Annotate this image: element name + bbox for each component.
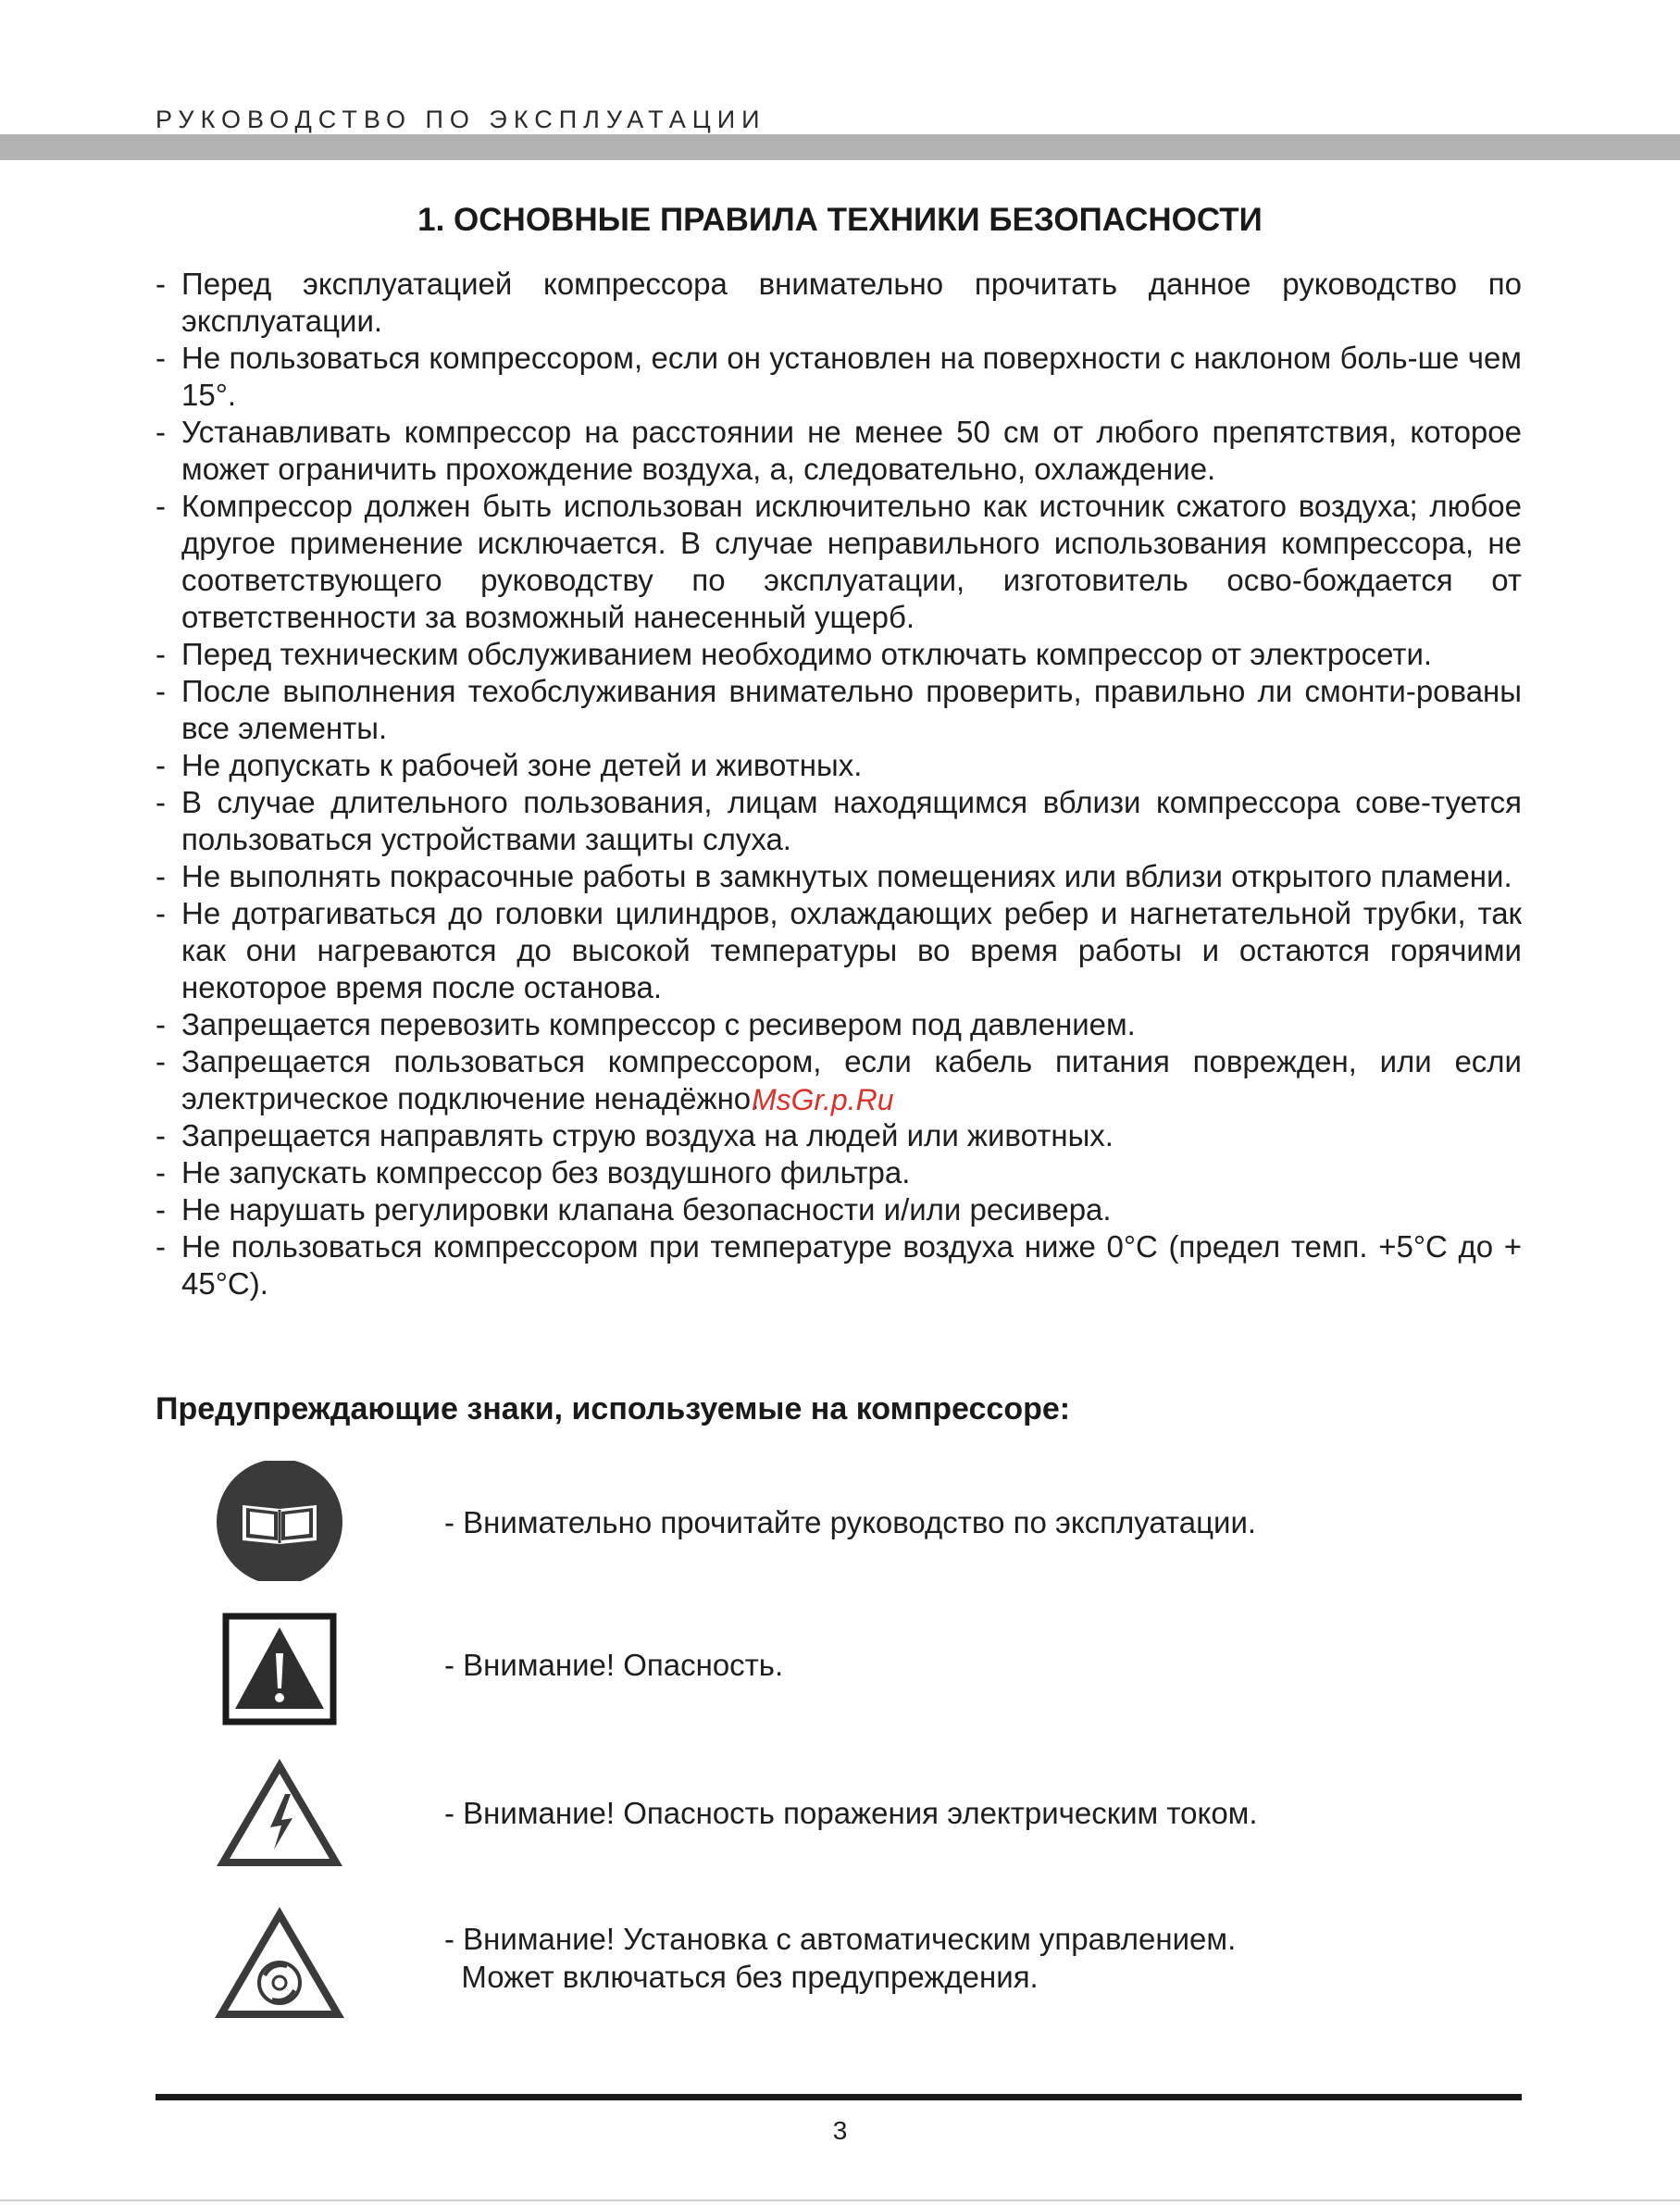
list-item (156, 488, 1522, 636)
electric-shock-warning-icon (211, 1751, 348, 1872)
bullet-dash: - (156, 1155, 166, 1190)
list-item (156, 414, 1522, 488)
list-item (156, 673, 1522, 747)
rule-text: Не допускать к рабочей зоне детей и животных. (181, 748, 863, 782)
bullet-dash: - (156, 267, 166, 301)
list-item (156, 340, 1522, 414)
sign-text-line: Может включаться без предупреждения. (444, 1960, 1039, 1994)
bullet-dash: - (156, 1192, 166, 1227)
rule-text: После выполнения техобслуживания внимательно проверить, правильно ли смонти-рованы все элементы. (181, 674, 1522, 745)
section-title: 1. ОСНОВНЫЕ ПРАВИЛА ТЕХНИКИ БЕЗОПАСНОСТИ (417, 202, 1263, 238)
list-item (156, 895, 1522, 1006)
signs-heading: Предупреждающие знаки, используемые на компрессоре: (156, 1391, 1071, 1426)
rule-text: Не дотрагиваться до головки цилиндров, охлаждающих ребер и нагнетательной трубки, так как они нагреваются до высокой температуры во время работы и остаются горячими некоторое время после останова. (181, 896, 1522, 1004)
list-item (156, 1006, 1522, 1043)
bullet-dash: - (156, 674, 166, 708)
bottom-edge-line (0, 2199, 1680, 2201)
bullet-dash: - (156, 896, 166, 930)
exclamation-warning-icon (211, 1609, 348, 1729)
list-item (156, 747, 1522, 784)
rule-text: Компрессор должен быть использован исключительно как источник сжатого воздуха; любое другое применение исключается. В случае неправильного использования компрессора, не соответствующего руководству по эксплуатации, изготовитель осво-бождается от ответственности за возможный нанесенный ущерб. (181, 489, 1522, 634)
bullet-dash: - (156, 341, 166, 375)
bullet-dash: - (156, 489, 166, 523)
sign-text-line: - Внимание! Установка с автоматическим управлением. (444, 1922, 1237, 1956)
sign-text (444, 1794, 1258, 1832)
rule-text: Запрещается перевозить компрессор с ресивером под давлением. (181, 1007, 1136, 1041)
rule-text: Не выполнять покрасочные работы в замкнутых помещениях или вблизи открытого пламени. (181, 859, 1512, 893)
footer-rule (156, 2094, 1522, 2100)
rule-text: Не пользоваться компрессором при температуре воздуха ниже 0°C (предел темп. +5°C до + 45°C). (181, 1229, 1522, 1301)
rule-text: Устанавливать компрессор на расстоянии не менее 50 см от любого препятствия, которое может ограничить прохождение воздуха, а, следовательно, охлаждение. (181, 415, 1522, 486)
list-item (156, 1191, 1522, 1228)
bullet-dash: - (156, 1007, 166, 1041)
list-item (156, 636, 1522, 673)
header-bar (0, 134, 1680, 160)
sign-text (444, 1646, 783, 1684)
bullet-dash: - (156, 1118, 166, 1152)
safety-rules-list (156, 266, 1522, 1302)
bullet-dash: - (156, 1044, 166, 1078)
rule-text: Запрещается направлять струю воздуха на людей или животных. (181, 1118, 1114, 1152)
page-number: 3 (832, 2116, 848, 2145)
sign-text-line: - Внимательно прочитайте руководство по эксплуатации. (444, 1505, 1257, 1539)
bullet-dash: - (156, 859, 166, 893)
list-item (156, 1117, 1522, 1154)
rule-text: Не пользоваться компрессором, если он установлен на поверхности с наклоном боль-ше чем 15°. (181, 341, 1522, 412)
rule-text: Не нарушать регулировки клапана безопасности и/или ресивера. (181, 1192, 1112, 1227)
sign-text-line: - Внимание! Опасность поражения электрическим током. (444, 1796, 1258, 1830)
bullet-dash: - (156, 1229, 166, 1264)
bullet-dash: - (156, 785, 166, 819)
list-item (156, 784, 1522, 858)
bullet-dash: - (156, 415, 166, 449)
rule-text: Запрещается пользоваться компрессором, если кабель питания поврежден, или если электрическое подключение ненадёжно. (181, 1044, 1522, 1115)
sign-text-line: - Внимание! Опасность. (444, 1648, 784, 1682)
rule-text: В случае длительного пользования, лицам находящимся вблизи компрессора сове-туется пользоваться устройствами защиты слуха. (181, 785, 1522, 856)
running-header: РУКОВОДСТВО ПО ЭКСПЛУАТАЦИИ (156, 106, 766, 133)
bullet-dash: - (156, 748, 166, 782)
list-item (156, 266, 1522, 340)
list-item (156, 858, 1522, 895)
sign-text (444, 1503, 1256, 1541)
watermark: MsGr.p.Ru (752, 1083, 894, 1116)
rule-text: Перед техническим обслуживанием необходимо отключать компрессор от электросети. (181, 637, 1433, 671)
rule-text: Не запускать компрессор без воздушного фильтра. (181, 1155, 911, 1190)
automatic-start-warning-icon (211, 1901, 348, 2022)
book-icon (211, 1461, 348, 1581)
list-item (156, 1228, 1522, 1302)
sign-text (444, 1920, 1236, 1996)
rule-text: Перед эксплуатацией компрессора внимательно прочитать данное руководство по эксплуатации. (181, 267, 1522, 338)
list-item (156, 1154, 1522, 1191)
bullet-dash: - (156, 637, 166, 671)
